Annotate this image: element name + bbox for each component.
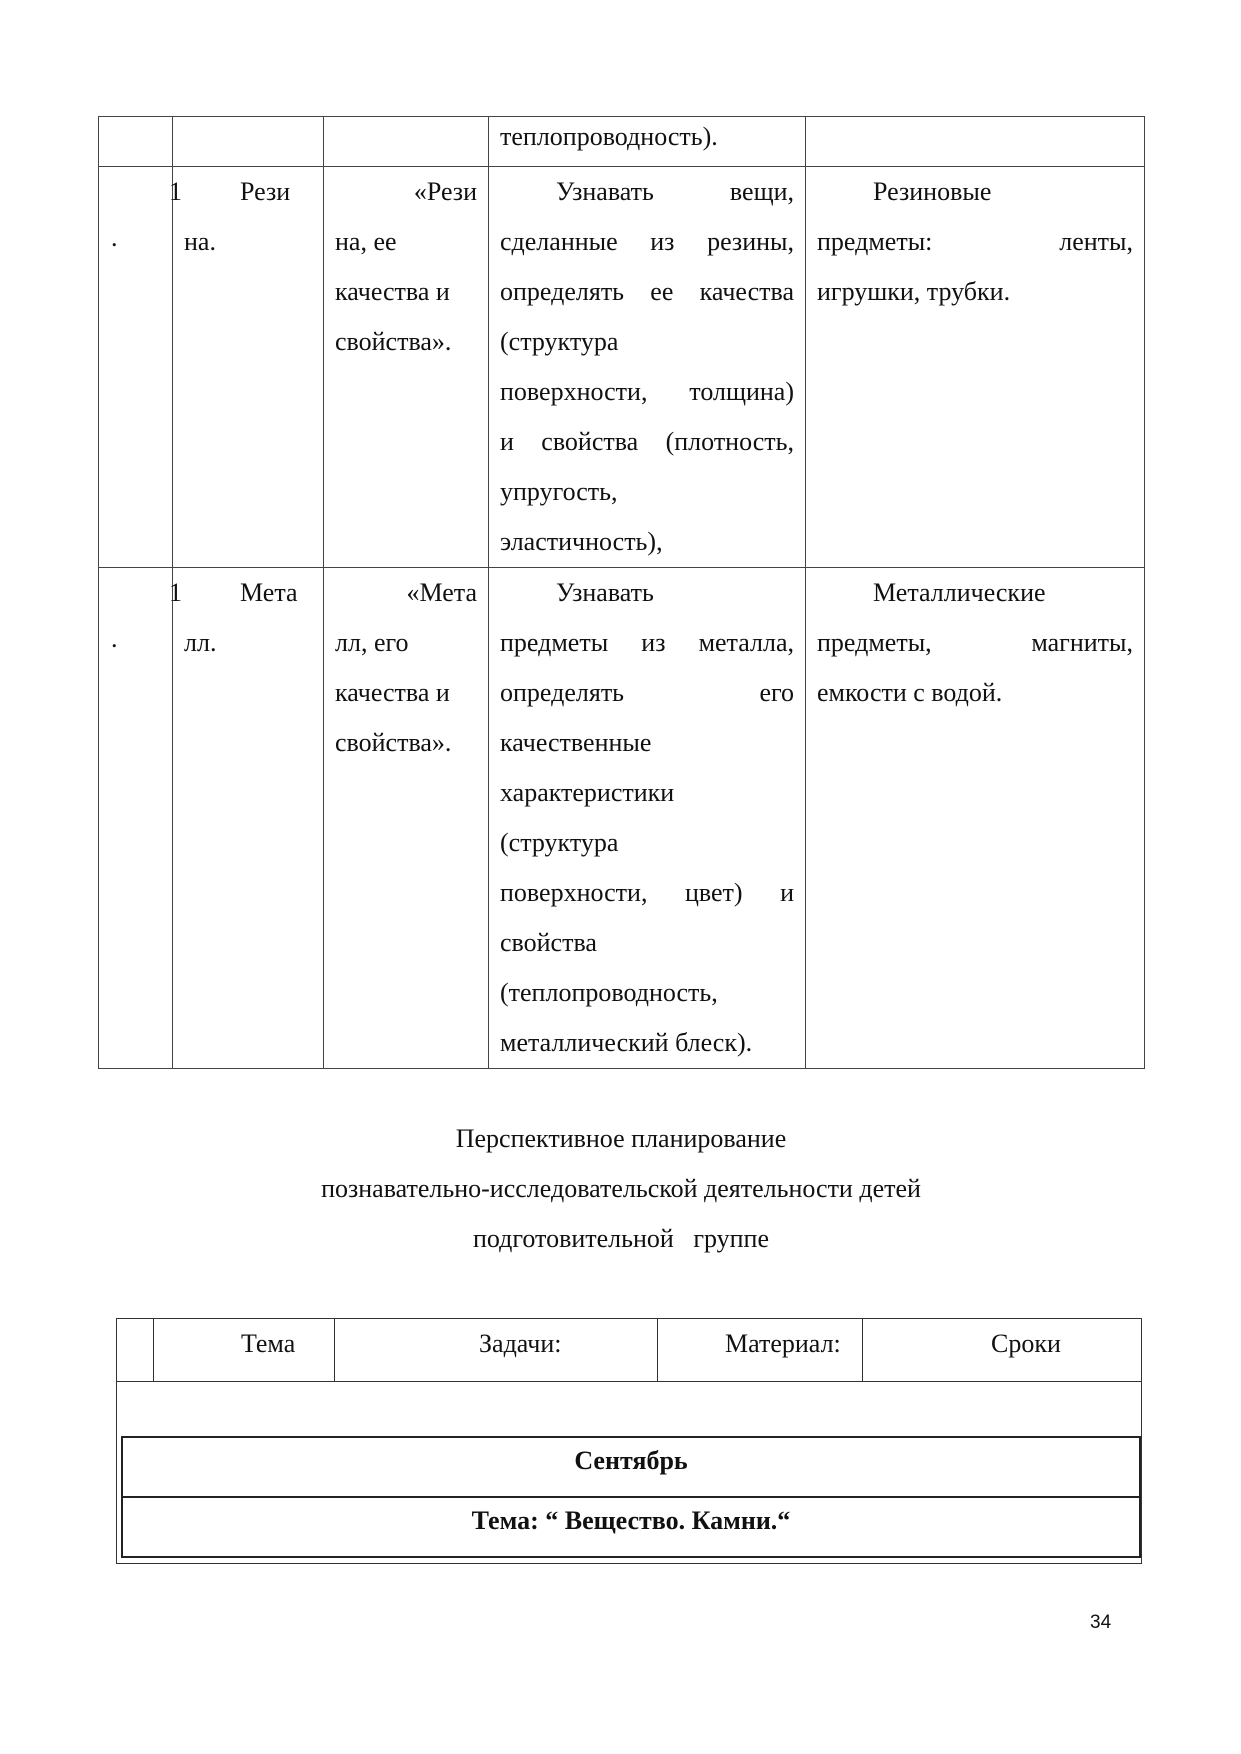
text-line: свойства». (335, 728, 452, 757)
cell-material (173, 568, 324, 1069)
table-row (99, 117, 1145, 167)
header-cell-number (117, 1319, 154, 1381)
text-line: (теплопроводность, (500, 978, 718, 1007)
text-line: на, ее (335, 227, 397, 256)
text-line: на. (184, 227, 216, 256)
row-number-dot: . (111, 624, 118, 653)
materials-table (98, 116, 1145, 1069)
row-number-dot: . (111, 223, 118, 252)
heading-line-3: подготовительной группе (472, 1224, 770, 1253)
text-line: предметы, магниты, (817, 628, 1133, 657)
text-line: поверхности, толщина) (500, 377, 794, 406)
cell-theme (324, 167, 489, 568)
cell-tasks (489, 568, 806, 1069)
text-line: качества и (335, 277, 450, 306)
text-line: качественные (500, 728, 652, 757)
page-number: 34 (1090, 1612, 1112, 1633)
topic-row: Тема: “ Вещество. Камни.“ (121, 1496, 1141, 1558)
text-line: упругость, (500, 477, 618, 506)
text-line: теплопроводность). (500, 122, 718, 151)
table-row (99, 568, 1145, 1069)
text-line: емкости с водой. (817, 678, 1003, 707)
text-line: поверхности, цвет) и (500, 878, 794, 907)
cell-material (173, 167, 324, 568)
text-line: характеристики (500, 778, 675, 807)
table-header-row (117, 1319, 1141, 1382)
text-line: Металлические (873, 578, 1046, 607)
cell-equipment (806, 167, 1145, 568)
text-line: свойства (500, 928, 597, 957)
cell-theme (324, 568, 489, 1069)
text-line: определять ее качества (500, 277, 794, 306)
text-line: Резиновые (873, 177, 992, 206)
text-line: определять его (500, 678, 794, 707)
cell-tasks (489, 117, 806, 167)
row-number: 1 (169, 578, 182, 607)
text-line: Узнавать вещи, (556, 177, 794, 206)
header-cell-material: Материал: (658, 1319, 863, 1381)
planning-table (116, 1318, 1142, 1564)
text-line: сделанные из резины, (500, 227, 794, 256)
cell-number (99, 167, 182, 568)
row-number: 1 (169, 177, 182, 206)
header-cell-theme: Тема (153, 1319, 335, 1381)
text-line: лл, его (335, 628, 409, 657)
text-line: Рези (240, 177, 291, 206)
text-line: (структура (500, 327, 619, 356)
text-line: (структура (500, 828, 619, 857)
cell-theme (324, 117, 489, 167)
table-row (99, 167, 1145, 568)
text-line: эластичность), (500, 527, 663, 556)
header-cell-tasks: Задачи: (335, 1319, 658, 1381)
cell-equipment (806, 117, 1145, 167)
cell-number (99, 117, 173, 167)
text-line: предметы: ленты, (817, 227, 1133, 256)
cell-material (173, 117, 324, 167)
heading-line-2: познавательно-исследовательской деятельности детей (321, 1174, 921, 1203)
text-line: игрушки, трубки. (817, 277, 1011, 306)
text-line: и свойства (плотность, (500, 427, 794, 456)
text-line: предметы из металла, (500, 628, 794, 657)
section-heading (98, 1114, 1144, 1264)
cell-number (99, 568, 182, 1069)
cell-tasks (489, 167, 806, 568)
text-line: лл. (184, 628, 217, 657)
text-line: металлический блеск). (500, 1028, 753, 1057)
text-line: качества и (335, 678, 450, 707)
cell-equipment (806, 568, 1145, 1069)
text-line: Мета (240, 578, 298, 607)
text-line: «Мета (406, 578, 477, 607)
text-line: свойства». (335, 327, 452, 356)
heading-line-1: Перспективное планирование (455, 1124, 787, 1153)
month-row: Сентябрь (121, 1436, 1141, 1498)
header-cell-deadline: Сроки (991, 1329, 1061, 1358)
text-line: «Рези (413, 177, 477, 206)
text-line: Узнавать (556, 578, 654, 607)
